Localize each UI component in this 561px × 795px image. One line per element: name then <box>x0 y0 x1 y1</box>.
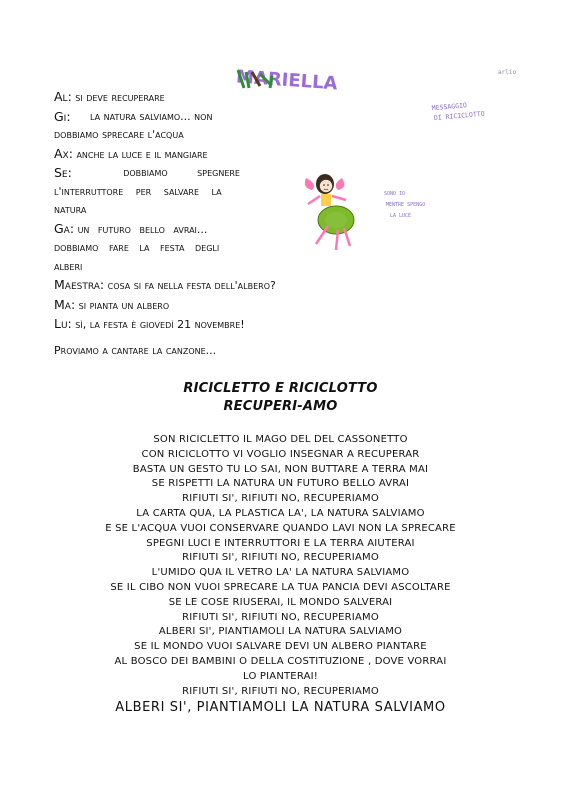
lyric-line: LA CARTA QUA, LA PLASTICA LA', LA NATURA SALVIAMO <box>136 507 425 519</box>
lyric-line: BASTA UN GESTO TU LO SAI, NON BUTTARE A TERRA MAI <box>132 463 429 475</box>
lyric-line: RIFIUTI SI', RIFIUTI NO, RECUPERIAMO <box>182 552 379 564</box>
dialogue-text: cosa si fa nella festa dell'albero? <box>107 279 276 292</box>
speaker: Lu: <box>54 316 72 331</box>
lyric-line: ALBERI SI', PIANTIAMOLI LA NATURA SALVIAMO <box>158 626 403 638</box>
drawing-illustration <box>228 60 538 260</box>
lyric-line: RIFIUTI SI', RIFIUTI NO, RECUPERIAMO <box>182 685 379 697</box>
svg-text:arlio: arlio <box>498 69 517 76</box>
svg-text:MESSAGGIO: MESSAGGIO <box>431 101 468 113</box>
dialogue-text: natura <box>54 203 87 216</box>
dialogue-text: dobbiamo spegnere <box>123 166 240 179</box>
lyric-line: SE RISPETTI LA NATURA UN FUTURO BELLO AVRAI <box>151 478 410 490</box>
lyric-line: SPEGNI LUCI E INTERRUTTORI E LA TERRA AIUTERAI <box>146 537 415 549</box>
child-drawing <box>228 60 538 260</box>
lyric-line: SE IL CIBO NON VUOI SPRECARE LA TUA PANCIA DEVI ASCOLTARE <box>110 581 451 593</box>
speaker: Ax: <box>54 145 73 161</box>
svg-text:MENTRE SPENGO: MENTRE SPENGO <box>386 202 426 208</box>
svg-text:DI RICICLOTTO: DI RICICLOTTO <box>433 109 485 123</box>
dialogue-line <box>54 108 240 127</box>
song-lyrics <box>0 433 561 716</box>
dialogue-text: sì, la festa è giovedì 21 novembre! <box>75 318 245 331</box>
lyric-line: LO PIANTERAI! <box>243 670 318 682</box>
song-subtitle: RECUPERI-AMO <box>223 399 338 414</box>
speaker: Al: <box>54 89 72 104</box>
dialogue-line <box>54 315 304 335</box>
dialogue-text: dobbiamo fare la festa degli <box>54 241 220 254</box>
lyric-line: SE IL MONDO VUOI SALVARE DEVI UN ALBERO PIANTARE <box>134 641 427 653</box>
speaker: Maestra: <box>54 277 105 292</box>
dialogue-text: alberi <box>54 259 83 273</box>
lyric-line: E SE L'ACQUA VUOI CONSERVARE QUANDO LAVI NON LA SPRECARE <box>105 522 456 534</box>
lyric-line: RIFIUTI SI', RIFIUTI NO, RECUPERIAMO <box>182 493 379 505</box>
lyric-line: AL BOSCO DEI BAMBINI O DELLA COSTITUZIONE , DOVE VORRAI <box>114 655 447 667</box>
name-scribble <box>235 66 338 94</box>
lyric-line-final: ALBERI SI', PIANTIAMOLI LA NATURA SALVIAMO <box>115 700 446 716</box>
dialogue-text: un futuro bello avrai... <box>77 222 208 236</box>
dialogue-line <box>54 258 304 277</box>
speaker: Gi: <box>54 108 71 124</box>
dialogue-text: l'interruttore per salvare la <box>54 184 222 198</box>
speaker: Se: <box>54 165 72 180</box>
dialogue-text: anche la luce e il mangiare <box>76 147 208 161</box>
intro-text: Proviamo a cantare la canzone... <box>54 344 217 357</box>
svg-text:SONO IO: SONO IO <box>384 191 406 197</box>
speaker: Ga: <box>54 220 75 236</box>
dialogue-line <box>54 276 304 296</box>
dialogue-line <box>54 164 240 183</box>
svg-text:MARIELLA: MARIELLA <box>235 66 339 95</box>
girl-figure <box>305 174 354 250</box>
dialogue-text: si deve recuperare <box>75 91 165 104</box>
dialogue-text: si pianta un albero <box>78 298 170 312</box>
song-title: RICICLETTO E RICICLOTTO <box>183 381 378 396</box>
lyric-line: CON RICICLOTTO VI VOGLIO INSEGNAR A RECUPERAR <box>141 448 420 460</box>
dialogue-line <box>54 296 304 316</box>
svg-text:LA LUCE: LA LUCE <box>390 213 412 219</box>
lyric-line: RIFIUTI SI', RIFIUTI NO, RECUPERIAMO <box>182 611 379 623</box>
lyric-line: L'UMIDO QUA IL VETRO LA' LA NATURA SALVIAMO <box>151 567 410 579</box>
dialogue-text: dobbiamo sprecare l'acqua <box>54 128 184 141</box>
lyric-line: SON RICICLETTO IL MAGO DEL DEL CASSONETTO <box>153 434 408 445</box>
speaker: Ma: <box>54 296 76 312</box>
dialogue-text: la natura salviamo... non <box>90 109 213 123</box>
lyric-line: SE LE COSE RIUSERAI, IL MONDO SALVERAI <box>168 596 393 608</box>
